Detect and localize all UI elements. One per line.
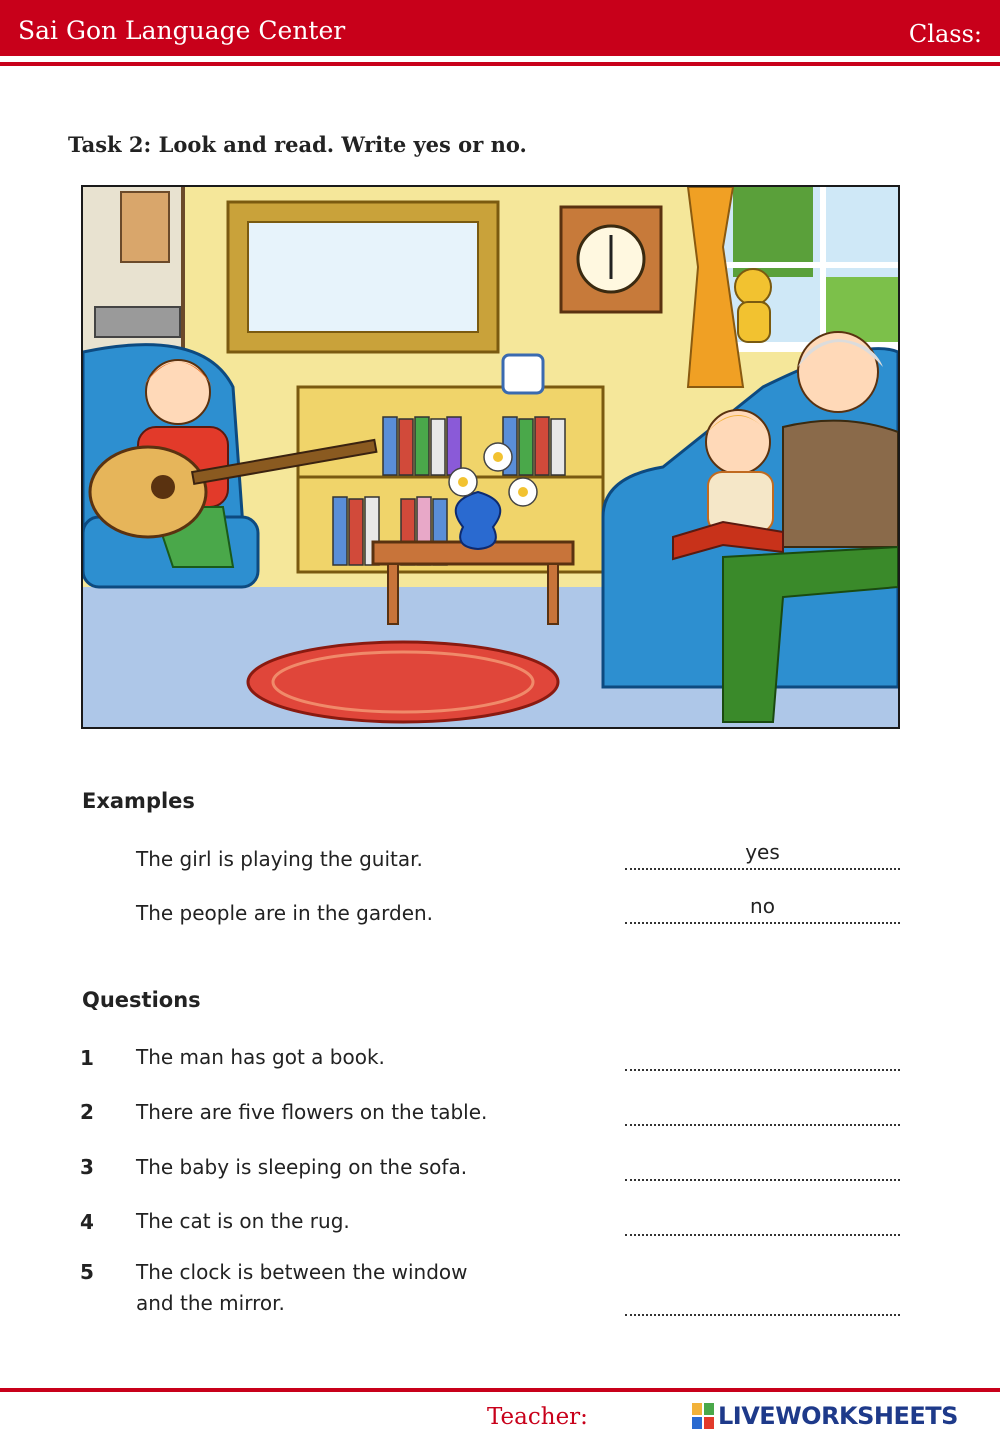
liveworksheets-brand: LIVEWORKSHEETS bbox=[718, 1402, 958, 1430]
question-5-answer-input[interactable] bbox=[625, 1292, 900, 1316]
example-2-answer bbox=[625, 894, 900, 924]
question-2-text: There are five flowers on the table. bbox=[136, 1100, 488, 1124]
example-1-answer bbox=[625, 840, 900, 870]
example-2-text: The people are in the garden. bbox=[136, 901, 434, 925]
question-5-text-line1: The clock is between the window bbox=[136, 1260, 468, 1284]
question-1-answer-input[interactable] bbox=[625, 1047, 900, 1071]
question-2-answer-input[interactable] bbox=[625, 1102, 900, 1126]
example-2-answer-value: no bbox=[750, 894, 775, 918]
header-divider bbox=[0, 62, 1000, 66]
question-4-text: The cat is on the rug. bbox=[136, 1209, 350, 1233]
center-name: Sai Gon Language Center bbox=[18, 16, 346, 45]
example-1-text: The girl is playing the guitar. bbox=[136, 847, 423, 871]
header-bar bbox=[0, 0, 1000, 56]
question-4-number: 4 bbox=[80, 1210, 94, 1234]
class-label: Class: bbox=[908, 20, 982, 48]
questions-heading: Questions bbox=[82, 988, 201, 1012]
question-3-number: 3 bbox=[80, 1155, 94, 1179]
footer-divider bbox=[0, 1388, 1000, 1392]
living-room-illustration bbox=[81, 185, 900, 729]
question-5-text-line2: and the mirror. bbox=[136, 1291, 285, 1315]
question-3-answer-input[interactable] bbox=[625, 1157, 900, 1181]
teacher-label: Teacher: bbox=[487, 1404, 588, 1430]
question-1-text: The man has got a book. bbox=[136, 1045, 385, 1069]
task-title: Task 2: Look and read. Write yes or no. bbox=[68, 132, 527, 157]
question-5-number: 5 bbox=[80, 1260, 94, 1284]
question-1-number: 1 bbox=[80, 1046, 94, 1070]
question-2-number: 2 bbox=[80, 1100, 94, 1124]
liveworksheets-logo-icon bbox=[692, 1403, 714, 1429]
question-3-text: The baby is sleeping on the sofa. bbox=[136, 1155, 468, 1179]
examples-heading: Examples bbox=[82, 789, 195, 813]
liveworksheets-logo[interactable] bbox=[692, 1402, 958, 1430]
example-1-answer-value: yes bbox=[745, 840, 780, 864]
question-4-answer-input[interactable] bbox=[625, 1212, 900, 1236]
